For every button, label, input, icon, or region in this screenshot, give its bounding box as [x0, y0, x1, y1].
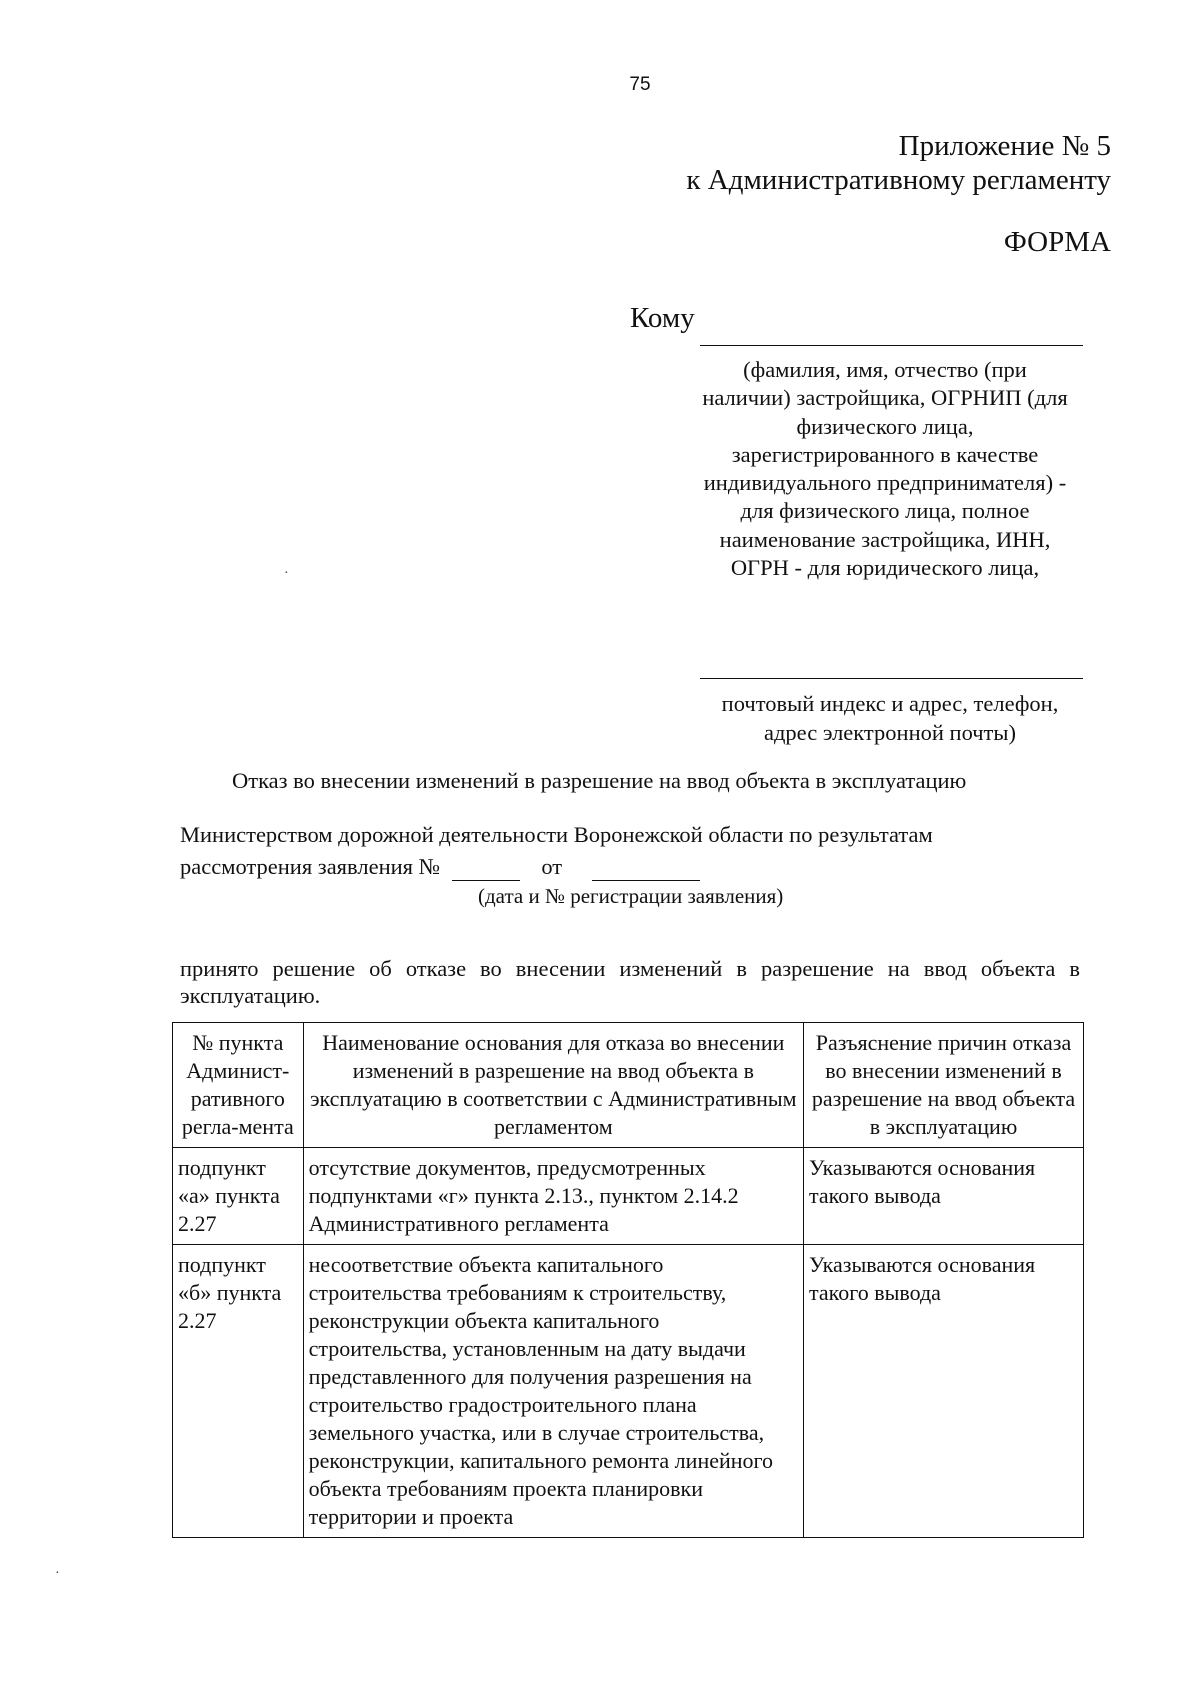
- table-row: [173, 1148, 1084, 1245]
- refusal-reasons-table: [172, 1022, 1084, 1538]
- form-label: ФОРМА: [1003, 226, 1111, 258]
- header-clause: № пункта Админист-ративного регла-мента: [173, 1023, 304, 1148]
- document-title: Отказ во внесении изменений в разрешение на ввод объекта в эксплуатацию: [232, 768, 967, 793]
- recipient-address-note: почтовый индекс и адрес, телефон, адрес электронной почты): [721, 691, 1059, 745]
- application-date-blank: [592, 854, 700, 881]
- recipient-name-line: [700, 345, 1083, 346]
- row-a-reason: отсутствие документов, предусмотренных подпунктами «г» пункта 2.13., пунктом 2.14.2 Административного регламента: [303, 1148, 803, 1245]
- page-number: 75: [629, 74, 651, 95]
- appendix-number: Приложение № 5: [898, 130, 1111, 162]
- registration-note: (дата и № регистрации заявления): [478, 884, 784, 908]
- application-date-from: от: [541, 854, 563, 879]
- header-reason: Наименование основания для отказа во внесении изменений в разрешение на ввод объекта в эксплуатацию в соответствии с Административным регламентом: [303, 1023, 803, 1148]
- row-a-clause: подпункт «а» пункта 2.27: [173, 1148, 304, 1245]
- application-number-blank: [452, 854, 520, 881]
- row-b-reason: несоответствие объекта капитального строительства требованиям к строительству, реконструкции объекта капитального строительства, установленным на дату выдачи представленного для получения разрешения на строительство градостроительного плана земельного участка, или в случае строительства, реконструкции, капитального ремонта линейного объекта требованиям проекта планировки территории и проекта: [303, 1245, 803, 1538]
- scan-speck: ·: [284, 566, 289, 581]
- row-b-clause: подпункт «б» пункта 2.27: [173, 1245, 304, 1538]
- row-b-explanation: Указываются основания такого вывода: [804, 1245, 1084, 1538]
- body-line-ministry: Министерством дорожной деятельности Воронежской области по результатам: [180, 822, 933, 847]
- appendix-reference: к Административному регламенту: [686, 164, 1111, 196]
- scan-speck: ·: [55, 1566, 60, 1581]
- recipient-address-line: [700, 678, 1083, 679]
- table-row: [173, 1245, 1084, 1538]
- application-number-label: рассмотрения заявления №: [180, 854, 441, 879]
- body-line-application: [180, 854, 700, 881]
- decision-text: принято решение об отказе во внесении изменений в разрешение на ввод объекта в эксплуатацию.: [180, 956, 1080, 1008]
- header-explanation: Разъяснение причин отказа во внесении изменений в разрешение на ввод объекта в эксплуатацию: [804, 1023, 1084, 1148]
- table-header-row: [173, 1023, 1084, 1148]
- row-a-explanation: Указываются основания такого вывода: [804, 1148, 1084, 1245]
- recipient-label: Кому: [630, 302, 695, 334]
- recipient-name-note: (фамилия, имя, отчество (при наличии) застройщика, ОГРНИП (для физического лица, зарегистрированного в качестве индивидуального предпринимателя) - для физического лица, полное наименование застройщика, ИНН, ОГРН - для юридического лица,: [702, 357, 1068, 581]
